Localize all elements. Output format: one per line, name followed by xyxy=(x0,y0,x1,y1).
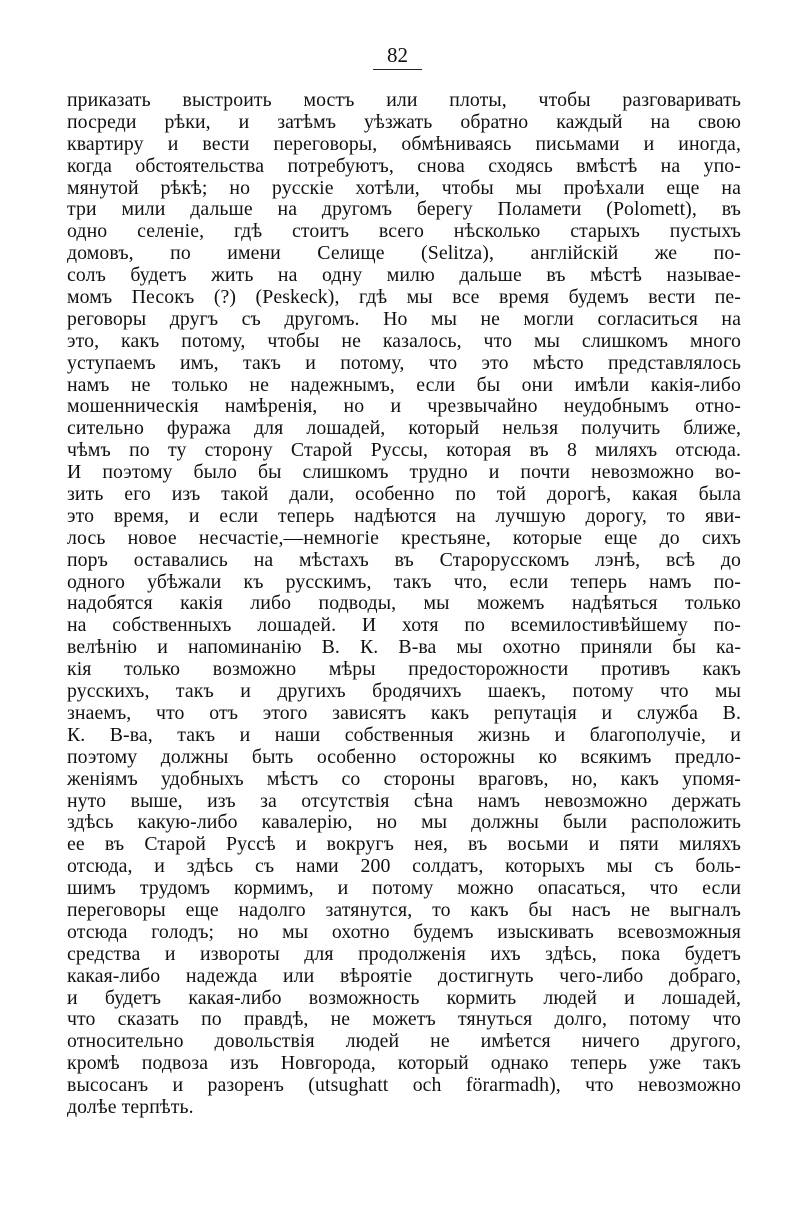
text-line: и будетъ какая-либо возможность кормить людей и лошадей, xyxy=(67,986,741,1009)
text-line: это время, и если теперь надѣются на лучшую дорогу, то яви- xyxy=(67,504,741,527)
text-line: кромѣ подвоза изъ Новгорода, который однако теперь уже такъ xyxy=(67,1052,741,1075)
text-line: это, какъ потому, чтобы не казалось, что мы слишкомъ много xyxy=(67,329,741,352)
text-line: реговоры другъ съ другомъ. Но мы не могли согласиться на xyxy=(67,307,741,330)
text-line: женіямъ удобныхъ мѣстъ со стороны враговъ, но, какъ упомя- xyxy=(67,767,741,790)
page-number-text: 82 xyxy=(373,42,422,70)
text-line-last: долѣе терпѣть. xyxy=(67,1095,194,1118)
text-line: приказать выстроить мостъ или плоты, чтобы разговаривать xyxy=(67,89,741,111)
text-line: высосанъ и разоренъ (utsughatt och förarmadh), что невозможно xyxy=(67,1074,741,1097)
text-line: средства и извороты для продолженія ихъ здѣсь, пока будетъ xyxy=(67,942,741,965)
text-line: одно селеніе, гдѣ стоитъ всего нѣсколько старыхъ пустыхъ xyxy=(67,220,741,243)
text-line: русскихъ, такъ и другихъ бродячихъ шаекъ, потому что мы xyxy=(67,680,741,703)
text-line: И поэтому было бы слишкомъ трудно и почти невозможно во- xyxy=(67,461,741,484)
body-text xyxy=(67,90,741,1119)
text-line: поръ оставались на мѣстахъ въ Старорусскомъ лэнѣ, всѣ до xyxy=(67,548,741,571)
text-line: зить его изъ такой дали, особенно по той дорогѣ, какая была xyxy=(67,483,741,506)
text-line: на собственныхъ лошадей. И хотя по всемилостивѣйшему по- xyxy=(67,614,741,637)
text-line: квартиру и вести переговоры, обмѣниваясь письмами и иногда, xyxy=(67,132,741,155)
text-line: момъ Песокъ (?) (Peskeck), гдѣ мы все время будемъ вести пе- xyxy=(67,286,741,309)
text-line: кія только возможно мѣры предосторожности противъ какъ xyxy=(67,658,741,681)
text-line: что сказать по правдѣ, не можетъ тянуться долго, потому что xyxy=(67,1008,741,1031)
text-line: нуто выше, изъ за отсутствія сѣна намъ невозможно держать xyxy=(67,789,741,812)
text-line: знаемъ, что отъ этого зависятъ какъ репутація и служба В. xyxy=(67,701,741,724)
text-line: переговоры еще надолго затянутся, то какъ бы насъ не выгналъ xyxy=(67,898,741,921)
text-line: здѣсь какую-либо кавалерію, но мы должны были расположить xyxy=(67,811,741,834)
text-line: посреди рѣки, и затѣмъ уѣзжать обратно каждый на свою xyxy=(67,110,741,133)
text-line: поэтому должны быть особенно осторожны ко всякимъ предло- xyxy=(67,745,741,768)
text-line: отсюда голодъ; но мы охотно будемъ изыскивать всевозможныя xyxy=(67,920,741,943)
text-line: домовъ, по имени Селище (Selitza), англійскій же по- xyxy=(67,242,741,265)
text-line: ее въ Старой Руссѣ и вокругъ нея, въ восьми и пяти миляхъ xyxy=(67,833,741,856)
text-line: намъ не только не надежнымъ, если бы они имѣли какія-либо xyxy=(67,373,741,396)
text-line: мянутой рѣкѣ; но русскіе хотѣли, чтобы мы проѣхали еще на xyxy=(67,176,741,199)
text-line: велѣнію и напоминанію В. К. В-ва мы охотно приняли бы ка- xyxy=(67,636,741,659)
text-line: три мили дальше на другомъ берегу Поламети (Polomett), въ xyxy=(67,198,741,221)
text-line: сительно фуража для лошадей, который нельзя получить ближе, xyxy=(67,417,741,440)
text-line: какая-либо надежда или вѣроятіе достигнуть чего-либо добраго, xyxy=(67,964,741,987)
text-line: чѣмъ по ту сторону Старой Руссы, которая въ 8 миляхъ отсюда. xyxy=(67,439,741,462)
text-line: одного убѣжали къ русскимъ, такъ что, если теперь намъ по- xyxy=(67,570,741,593)
text-line: мошенническія намѣренія, но и чрезвычайно неудобнымъ отно- xyxy=(67,395,741,418)
text-line: К. В-ва, такъ и наши собственныя жизнь и благополучіе, и xyxy=(67,723,741,746)
text-line: когда обстоятельства потребуютъ, снова сходясь вмѣстѣ на упо- xyxy=(67,154,741,177)
text-line: шимъ трудомъ кормимъ, и потому можно опасаться, что если xyxy=(67,877,741,900)
text-line: солъ будетъ жить на одну милю дальше въ мѣстѣ называе- xyxy=(67,264,741,287)
text-line: лось новое несчастіе,—немногіе крестьяне, которые еще до сихъ xyxy=(67,526,741,549)
text-line: относительно довольствія людей не имѣется ничего другого, xyxy=(67,1030,741,1053)
page-number xyxy=(0,42,795,70)
text-line: надобятся какія либо подводы, мы можемъ надѣяться только xyxy=(67,592,741,615)
text-line: уступаемъ имъ, такъ и потому, что это мѣсто представлялось xyxy=(67,351,741,374)
text-line: отсюда, и здѣсь съ нами 200 солдатъ, которыхъ мы съ боль- xyxy=(67,855,741,878)
